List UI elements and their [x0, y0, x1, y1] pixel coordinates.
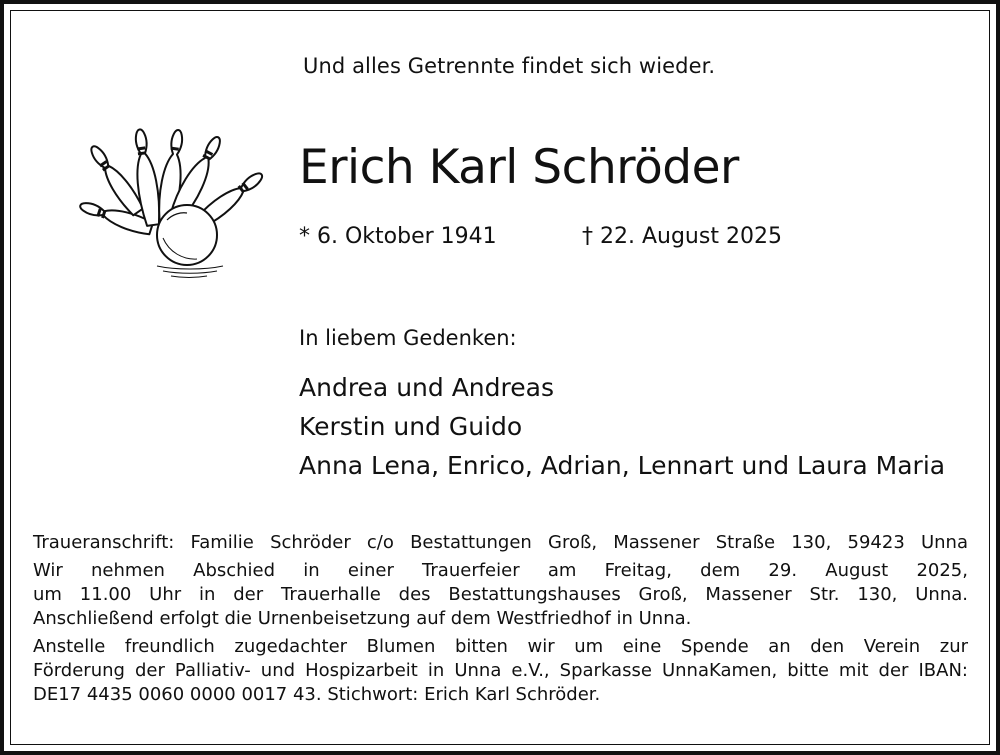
mourner-line: Andrea und Andreas	[299, 373, 554, 402]
mourner-line: Kerstin und Guido	[299, 412, 523, 441]
ceremony-info	[33, 559, 968, 631]
ceremony-line: Anschließend erfolgt die Urnenbeisetzung auf dem Westfriedhof in Unna.	[33, 608, 692, 629]
donation-line: Anstelle freundlich zugedachter Blumen bitten wir um eine Spende an den Verein zur	[33, 636, 968, 657]
details-block	[33, 531, 968, 707]
donation-info	[33, 635, 968, 707]
mourner-line: Anna Lena, Enrico, Adrian, Lennart und Laura Maria	[299, 451, 946, 480]
mourners-list	[299, 368, 945, 485]
birth-date: * 6. Oktober 1941	[299, 224, 497, 249]
deceased-name: Erich Karl Schröder	[299, 140, 739, 195]
bowling-pins-and-ball-icon	[45, 120, 275, 280]
donation-line: Förderung der Palliativ- und Hospizarbeit in Unna e.V., Sparkasse UnnaKamen, bitte mit der IBAN:	[33, 660, 968, 681]
ceremony-line: um 11.00 Uhr in der Trauerhalle des Bestattungshauses Groß, Massener Str. 130, Unna.	[33, 584, 968, 605]
death-date: † 22. August 2025	[582, 224, 782, 249]
mourning-address	[33, 531, 968, 555]
donation-line: DE17 4435 0060 0000 0017 43. Stichwort: Erich Karl Schröder.	[33, 684, 601, 705]
ceremony-line: Wir nehmen Abschied in einer Trauerfeier am Freitag, dem 29. August 2025,	[33, 560, 968, 581]
motto-quote: Und alles Getrennte findet sich wieder.	[303, 54, 716, 78]
address-line: Traueranschrift: Familie Schröder c/o Bestattungen Groß, Massener Straße 130, 59423 Unna	[33, 532, 968, 553]
memory-heading: In liebem Gedenken:	[299, 326, 517, 350]
